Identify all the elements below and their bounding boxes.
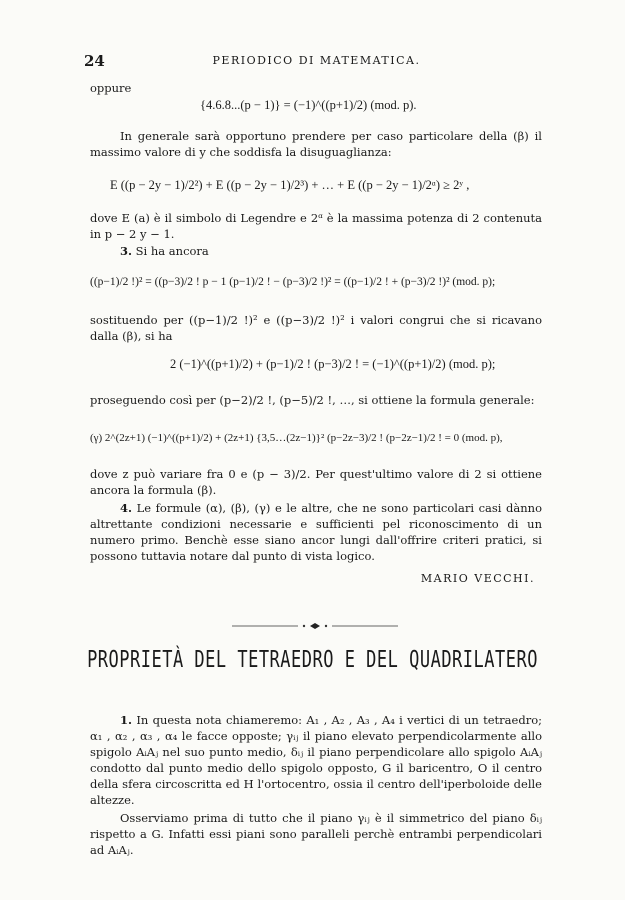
paragraph-4: proseguendo così per (p−2)/2 !, (p−5)/2 !, …, si ottiene la formula generale: bbox=[90, 393, 535, 407]
item-4 bbox=[90, 500, 542, 564]
article-title: PROPRIETÀ DEL TETRAEDRO E DEL QUADRILATERO bbox=[87, 646, 538, 674]
equation-2: E ((p − 2y − 1)/2²) + E ((p − 2y − 1)/2³) + … + E ((p − 2y − 1)/2ᵅ) ≥ 2ʸ , bbox=[110, 178, 470, 192]
article-item-1-number: 1. bbox=[120, 713, 133, 727]
article-item-1-text: In questa nota chiameremo: A₁ , A₂ , A₃ , A₄ i vertici di un tetraedro; α₁ , α₂ , α₃ , α₄ le facce opposte; γᵢⱼ il piano elevato perpendicolarmente allo spigolo AᵢAⱼ nel suo punto medio, δᵢⱼ il piano perpendicolare allo spigolo AᵢAⱼ condotto dal punto medio dello spigolo opposto, G il baricentro, O il centro della sfera circoscritta ed H l'ortocentro, ossia il centro dell'iperboloide delle altezze. bbox=[90, 713, 542, 807]
item-4-text: Le formule (α), (β), (γ) e le altre, che ne sono particolari casi dànno altrettante condizioni necessarie e sufficienti pel riconoscimento di un numero primo. Benchè esse siano ancor lungi dall'offrire criteri pratici, si possono tuttavia notare dal punto di vista logico. bbox=[90, 501, 543, 563]
paragraph-1: In generale sarà opportuno prendere per caso particolare della (β) il massimo valore di y che soddisfa la disuguaglianza: bbox=[90, 129, 542, 159]
equation-4: 2 (−1)^((p+1)/2) + (p−1)/2 ! (p−3)/2 ! = (−1)^((p+1)/2) (mod. p); bbox=[170, 357, 496, 371]
paragraph-2: dove E (a) è il simbolo di Legendre e 2ᵅ è la massima potenza di 2 contenuta in p − 2 y − 1. bbox=[90, 211, 542, 241]
page-number: 24 bbox=[84, 52, 105, 70]
running-title: PERIODICO DI MATEMATICA. bbox=[212, 54, 421, 67]
article-paragraph-1 bbox=[90, 712, 542, 808]
author-signature: MARIO VECCHI. bbox=[420, 572, 535, 585]
paragraph-3: sostituendo per ((p−1)/2 !)² e ((p−3)/2 !)² i valori congrui che si ricavano dalla (β), si ha bbox=[90, 313, 542, 343]
item-3-number: 3. bbox=[120, 244, 133, 258]
oppure-word: oppure bbox=[90, 81, 132, 95]
page-header bbox=[84, 52, 549, 72]
item-3-text: Si ha ancora bbox=[135, 244, 209, 258]
paragraph-5: dove z può variare fra 0 e (p − 3)/2. Per quest'ultimo valore di 2 si ottiene ancora la formula (β). bbox=[90, 467, 542, 497]
article-paragraph-2: Osserviamo prima di tutto che il piano γᵢⱼ è il simmetrico del piano δᵢⱼ rispetto a G. Infatti essi piani sono paralleli perchè entrambi perpendicolari ad AᵢAⱼ. bbox=[90, 811, 542, 857]
equation-5: (γ) 2^(2z+1) (−1)^((p+1)/2) + (2z+1) {3,5…(2z−1)}² (p−2z−3)/2 ! (p−2z−1)/2 ! = 0 (mod. p), bbox=[90, 432, 503, 444]
item-3 bbox=[90, 243, 542, 259]
ornamental-divider bbox=[232, 621, 398, 631]
equation-3: ((p−1)/2 !)² = ((p−3)/2 ! p − 1 (p−1)/2 ! − (p−3)/2 !)² = ((p−1)/2 ! + (p−3)/2 !)² (mod. p); bbox=[90, 276, 496, 288]
item-4-number: 4. bbox=[120, 501, 133, 515]
equation-1: {4.6.8...(p − 1)} = (−1)^((p+1)/2) (mod. p). bbox=[200, 98, 417, 112]
